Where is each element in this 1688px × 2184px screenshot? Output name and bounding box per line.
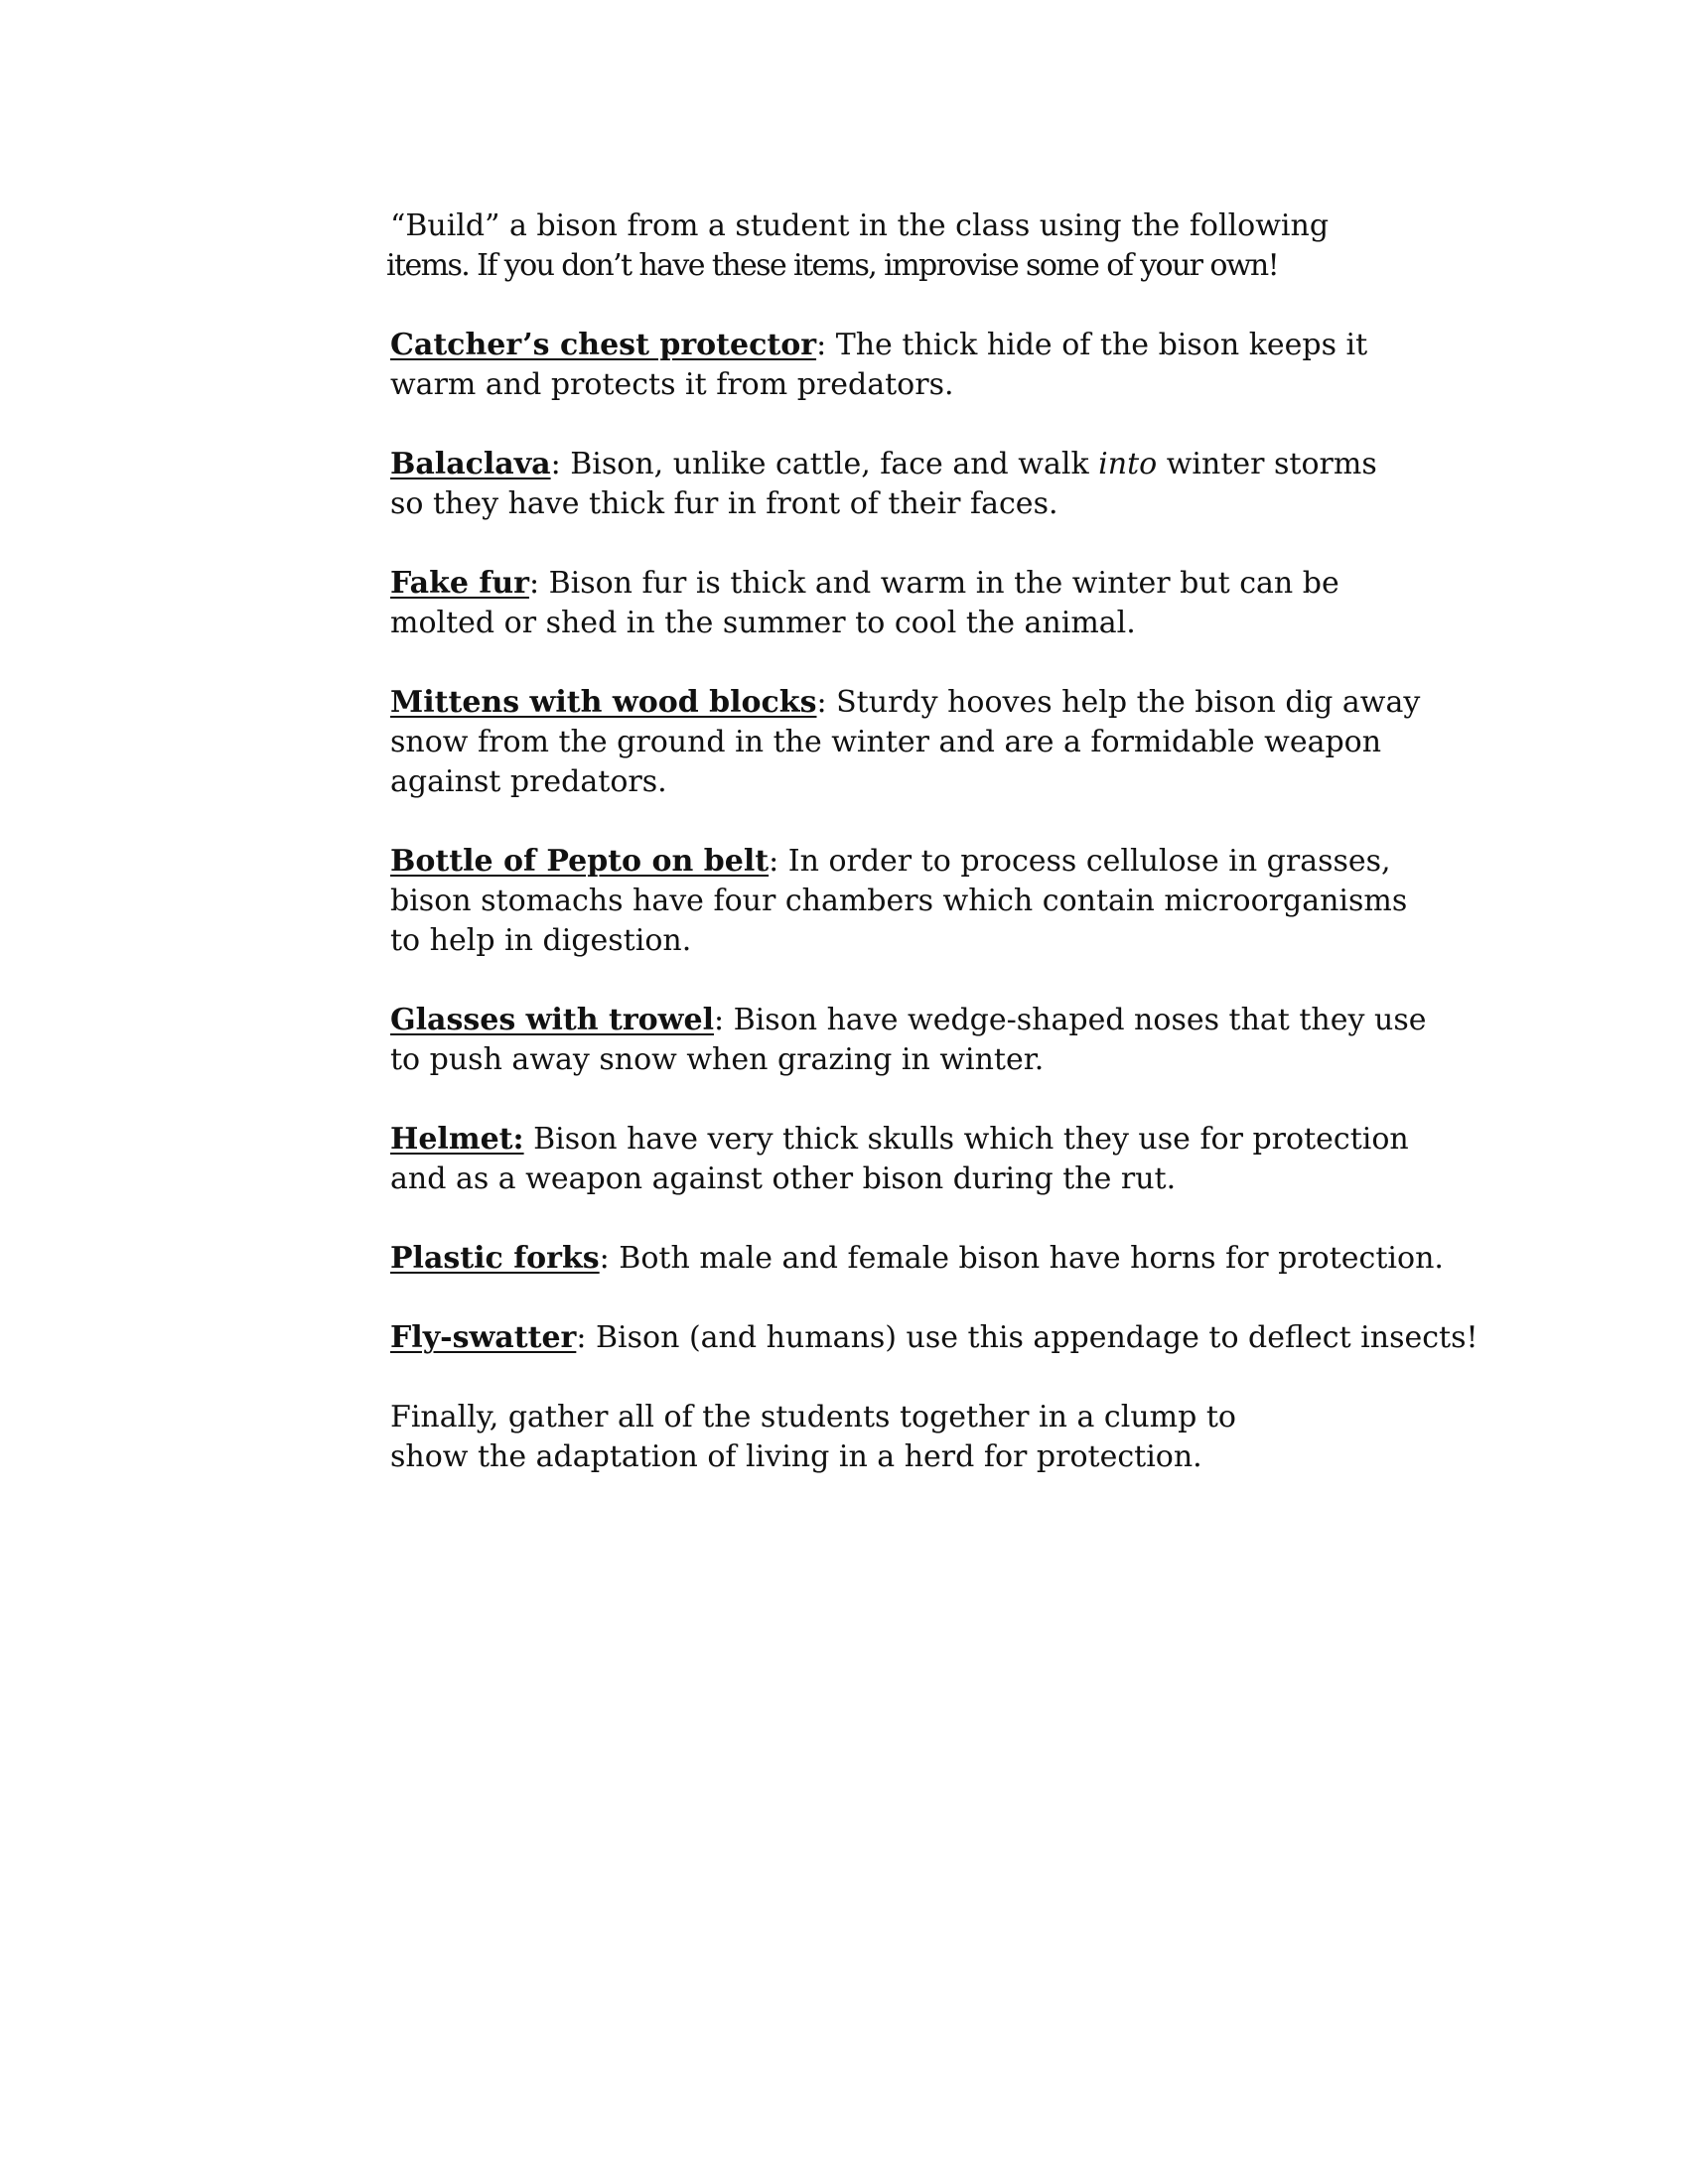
item-description: winter storms bbox=[1157, 447, 1377, 481]
item-description-line: so they have thick fur in front of their faces. bbox=[390, 486, 1058, 521]
item-description: : Both male and female bison have horns for protection. bbox=[599, 1241, 1444, 1276]
item-description-line: warm and protects it from predators. bbox=[390, 367, 954, 402]
item-description: : The thick hide of the bison keeps it bbox=[816, 328, 1368, 362]
item-description-emphasis: into bbox=[1098, 447, 1158, 481]
item-term: Fake fur bbox=[390, 566, 529, 601]
item-term: Catcher’s chest protector bbox=[390, 328, 817, 362]
item-fly-swatter bbox=[390, 1318, 1478, 1358]
item-description: : Bison, unlike cattle, face and walk bbox=[550, 447, 1099, 481]
item-description-line: snow from the ground in the winter and are a formidable weapon bbox=[390, 725, 1382, 759]
item-bottle-of-pepto-on-belt bbox=[390, 842, 1443, 961]
item-description-line: bison stomachs have four chambers which contain microorganisms bbox=[390, 884, 1408, 918]
intro-paragraph bbox=[386, 206, 1443, 286]
item-fake-fur bbox=[390, 564, 1443, 643]
item-description: : In order to process cellulose in grasses, bbox=[769, 844, 1391, 879]
item-description: : Bison fur is thick and warm in the winter but can be bbox=[528, 566, 1339, 601]
item-term: Fly-swatter bbox=[390, 1320, 577, 1355]
item-description: : Bison (and humans) use this appendage to deflect insects! bbox=[576, 1320, 1478, 1355]
item-helmet bbox=[390, 1120, 1443, 1199]
item-description-line: to help in digestion. bbox=[390, 923, 692, 958]
item-description: : Sturdy hooves help the bison dig away bbox=[816, 685, 1421, 720]
closing-line-1: Finally, gather all of the students together in a clump to bbox=[390, 1400, 1236, 1434]
item-glasses-with-trowel bbox=[390, 1001, 1443, 1080]
intro-line-2: items. If you don’t have these items, improvise some of your own! bbox=[386, 248, 1279, 283]
item-term: Bottle of Pepto on belt bbox=[390, 844, 770, 879]
item-term: Mittens with wood blocks bbox=[390, 685, 817, 720]
closing-paragraph bbox=[390, 1398, 1443, 1477]
item-description-line: against predators. bbox=[390, 764, 667, 799]
item-term: Balaclava bbox=[390, 447, 551, 481]
closing-line-2: show the adaptation of living in a herd for protection. bbox=[390, 1439, 1202, 1474]
item-description-line: to push away snow when grazing in winter. bbox=[390, 1042, 1045, 1077]
item-term: Plastic forks bbox=[390, 1241, 600, 1276]
item-description: Bison have very thick skulls which they use for protection bbox=[523, 1122, 1409, 1157]
item-description-line: and as a weapon against other bison during the rut. bbox=[390, 1161, 1177, 1196]
item-mittens-with-wood-blocks bbox=[390, 683, 1443, 802]
item-plastic-forks bbox=[390, 1239, 1443, 1279]
document-body bbox=[386, 206, 1478, 1477]
item-description: : Bison have wedge-shaped noses that they use bbox=[713, 1003, 1427, 1037]
item-description-line: molted or shed in the summer to cool the animal. bbox=[390, 606, 1136, 640]
intro-line-1: “Build” a bison from a student in the class using the following bbox=[390, 208, 1330, 243]
item-balaclava bbox=[390, 445, 1443, 524]
item-term: Glasses with trowel bbox=[390, 1003, 714, 1037]
item-term: Helmet: bbox=[390, 1122, 524, 1157]
item-catchers-chest-protector bbox=[390, 326, 1443, 405]
